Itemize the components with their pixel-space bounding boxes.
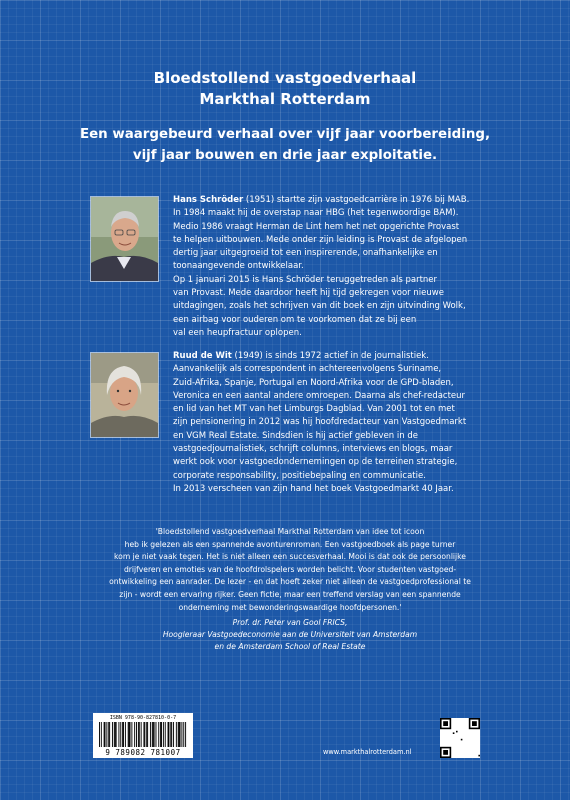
quote-line: onderneming met bewonderingswaardige hoofdpersonen.' [178, 602, 402, 612]
barcode-bar [185, 722, 186, 747]
barcode-bar [165, 722, 166, 747]
title-line-1: Bloedstollend vastgoedverhaal [153, 69, 417, 87]
barcode-bar [153, 722, 154, 747]
quote-line: zijn - wordt een ervaring rijker. Geen fictie, maar een treffend verslag van een spannende [119, 589, 461, 599]
quote-line: 'Bloedstollend vastgoedverhaal Markthal Rotterdam van idee tot icoon [155, 527, 425, 536]
barcode-bar [123, 722, 124, 747]
qr-module [443, 721, 448, 726]
qr-module [456, 731, 458, 733]
attribution-line: en de Amsterdam School of Real Estate [214, 642, 366, 652]
barcode-bar [160, 722, 161, 747]
qr-module [453, 732, 455, 734]
quote-line: heb ik gelezen als een spannende avonturenroman. Een vastgoedboek als page turner [124, 539, 456, 549]
barcode-bar [158, 722, 159, 747]
barcode-bar [136, 722, 137, 747]
website-url: www.markthalrotterdam.nl [323, 748, 412, 756]
barcode-bar [183, 722, 184, 747]
quote-line: ontwikkeling een aanrader. De lezer - en dat hoeft zeker niet alleen de vastgoedprofessional te [109, 577, 471, 587]
barcode-bar [178, 722, 179, 747]
quote-line: kom je niet vaak tegen. Het is niet alleen een succesverhaal. Mooi is dat ook de persoonlijke [114, 552, 466, 562]
barcode-bar [122, 722, 123, 747]
barcode-bar [118, 722, 119, 747]
bio-line: werkt ook voor vastgoedondernemingen op de terreinen strategie, [173, 457, 458, 468]
bio-line: corporate responsability, positiebepaling en communicatie. [173, 470, 426, 481]
barcode-bar [139, 722, 140, 747]
barcode-bar [116, 722, 117, 747]
bio-line: val een heupfractuur oplopen. [173, 327, 302, 338]
barcode-bar [104, 722, 105, 747]
bio-line: vastgoedjournalistiek, schrijft columns, interviews en blogs, maar [173, 444, 453, 455]
barcode-bar [161, 722, 162, 747]
ean-number: 9 789082 781007 [105, 748, 181, 757]
qr-module [478, 755, 480, 757]
barcode-bar [146, 722, 147, 747]
bio-line: In 1984 maakt hij de overstap naar HBG (het tegenwoordige BAM). [173, 208, 459, 219]
attribution-line: Prof. dr. Peter van Gool FRICS, [232, 618, 348, 627]
barcode-bar [130, 722, 131, 747]
book-subtitle [30, 124, 540, 166]
barcode-bar [106, 722, 107, 747]
bio-line: Medio 1986 vraagt Herman de Lint hem het net opgerichte Provast [173, 221, 460, 232]
barcode-bar [109, 722, 110, 747]
barcode-bar [120, 722, 121, 747]
barcode-bar [134, 722, 135, 747]
barcode-bar [154, 722, 155, 747]
barcode-bar [163, 722, 164, 747]
barcode-bar [99, 722, 100, 747]
qr-module [443, 750, 448, 755]
author-photo-hans [90, 196, 159, 282]
bio-line: van Provast. Mede daardoor heeft hij tijd gekregen voor nieuwe [173, 288, 444, 299]
bio-line: dertig jaar uitgegroeid tot een inspirerende, onafhankelijke en [173, 248, 438, 259]
barcode-bars [99, 722, 187, 747]
author-name-hans: Hans Schröder [173, 195, 244, 205]
barcode-bar [115, 722, 116, 747]
author-photo-ruud [90, 352, 159, 438]
barcode-bar [179, 722, 180, 747]
bio-line: (1951) startte zijn vastgoedcarrière in 1976 bij MAB. [243, 195, 470, 205]
barcode-bar [168, 722, 169, 747]
subtitle-line-1: Een waargebeurd verhaal over vijf jaar voorbereiding, [79, 127, 491, 142]
barcode-bar [152, 722, 153, 747]
bio-line: toonaangevende ontwikkelaar. [173, 261, 304, 272]
qr-code [440, 718, 480, 758]
barcode-bar [156, 722, 157, 747]
isbn-text: ISBN 978-90-827810-0-7 [109, 715, 177, 721]
barcode-bar [112, 722, 113, 747]
bio-line: In 2013 verscheen van zijn hand het boek Vastgoedmarkt 40 Jaar. [173, 483, 454, 494]
author-bio-hans-text [173, 194, 485, 340]
author-name-ruud: Ruud de Wit [173, 351, 232, 361]
bio-line: en VGM Real Estate. Sindsdien is hij actief gebleven in de [173, 430, 418, 441]
bio-line: Op 1 januari 2015 is Hans Schröder teruggetreden als partner [173, 274, 438, 285]
qr-module [461, 739, 463, 741]
barcode-bar [150, 722, 151, 747]
barcode-bar [125, 722, 126, 747]
bio-line: (1949) is sinds 1972 actief in de journalistiek. [231, 351, 429, 361]
bio-line: Aanvankelijk als correspondent in achtereenvolgens Suriname, [173, 364, 442, 375]
review-quote [96, 526, 484, 614]
title-line-2: Markthal Rotterdam [199, 90, 371, 108]
barcode-bar [108, 722, 109, 747]
barcode-bar [144, 722, 145, 747]
barcode-bar [141, 722, 142, 747]
bio-line: en lid van het MT van het Limburgs Dagblad. Van 2001 tot en met [173, 404, 455, 415]
bio-line: Veronica en een aantal andere omroepen. Daarna als chef-redacteur [173, 390, 466, 401]
barcode-bar [176, 722, 177, 747]
bio-line: een airbag voor ouderen om te voorkomen dat ze bij een [173, 314, 417, 325]
attribution-line: Hoogleraar Vastgoedeconomie aan de Universiteit van Amsterdam [162, 630, 418, 640]
bio-line: te helpen uitbouwen. Mede onder zijn leiding is Provast de afgelopen [173, 234, 468, 245]
barcode-bar [129, 722, 130, 747]
bio-line: uitdagingen, zoals het schrijven van dit boek en zijn uitvinding Wolk, [173, 301, 466, 312]
barcode-bar [180, 722, 181, 747]
barcode-bar [181, 722, 182, 747]
subtitle-line-2: vijf jaar bouwen en drie jaar exploitatie. [132, 148, 438, 163]
barcode-bar [147, 722, 148, 747]
isbn-barcode [93, 713, 193, 758]
barcode-bar [105, 722, 106, 747]
barcode-bar [171, 722, 172, 747]
author-bio-ruud-text [173, 350, 485, 496]
bio-line: Zuid-Afrika, Spanje, Portugal en Noord-Afrika voor de GPD-bladen, [173, 377, 454, 388]
author-bio-ruud [90, 350, 485, 496]
barcode-bar [143, 722, 144, 747]
quote-line: drijfveren en emoties van de hoofdrolspelers worden belicht. Voor studenten vastgoed- [123, 564, 457, 574]
quote-attribution [96, 617, 484, 654]
barcode-bar [128, 722, 129, 747]
qr-module [472, 721, 477, 726]
barcode-bar [101, 722, 102, 747]
barcode-bar [138, 722, 139, 747]
barcode-bar [170, 722, 171, 747]
barcode-bar [131, 722, 132, 747]
author-bio-hans [90, 194, 485, 340]
barcode-bar [168, 722, 169, 747]
barcode-bar [114, 722, 115, 747]
bio-line: zijn pensionering in 2012 was hij hoofdredacteur van Vastgoedmarkt [173, 417, 467, 428]
book-title [0, 68, 570, 110]
barcode-bar [173, 722, 174, 747]
